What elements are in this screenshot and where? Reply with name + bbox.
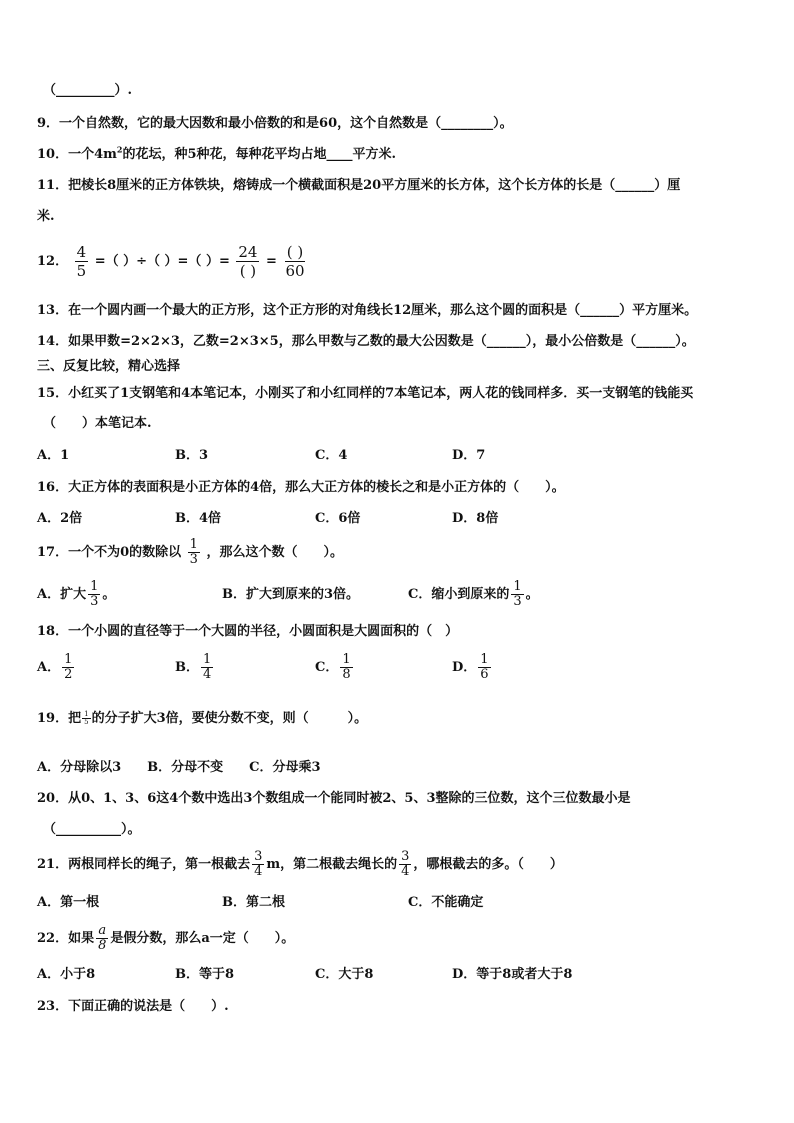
fraction-denominator: 5 xyxy=(84,718,89,726)
question-12-number: 12． xyxy=(37,254,69,269)
question-21-text-a: 21．两根同样长的绳子，第一根截去 xyxy=(37,857,251,872)
option-c: C．4 xyxy=(315,448,348,463)
option-b: B．4倍 xyxy=(175,511,222,526)
continued-blank-line: （_________）. xyxy=(43,83,133,98)
question-17-fraction xyxy=(188,538,200,567)
option-b: B．第二根 xyxy=(222,895,285,910)
question-17-text-b: ，那么这个数（ ）。 xyxy=(206,545,343,560)
option-b-fraction xyxy=(201,653,213,682)
fraction-numerator: 4 xyxy=(76,243,87,261)
question-15-continued: （ ）本笔记本. xyxy=(43,416,152,431)
question-12-equation-b: = xyxy=(266,254,277,269)
question-17 xyxy=(37,536,343,570)
option-b: B．等于8 xyxy=(175,967,235,982)
fraction-denominator: 8 xyxy=(342,667,351,682)
question-19 xyxy=(37,710,367,728)
fraction-denominator: 3 xyxy=(189,552,198,567)
fraction-numerator: a xyxy=(98,923,107,938)
fraction-numerator: 1 xyxy=(513,579,522,594)
option-d: D．8倍 xyxy=(452,511,499,526)
fraction-numerator: 3 xyxy=(401,849,410,864)
question-20: 20．从0、1、3、6这4个数中选出3个数组成一个能同时被2、5、3整除的三位数，这个三位数最小是 xyxy=(37,791,631,806)
question-11-continued: 米. xyxy=(37,209,55,224)
fraction-denominator: 4 xyxy=(254,864,263,879)
option-c: C．6倍 xyxy=(315,511,361,526)
question-20-continued: （__________）。 xyxy=(43,822,141,837)
question-21-fraction-2 xyxy=(399,850,411,879)
question-12-fraction-1 xyxy=(75,243,89,280)
question-10-superscript: 2 xyxy=(116,144,123,155)
option-b: B．扩大到原来的3倍。 xyxy=(222,587,360,602)
question-23: 23．下面正确的说法是（ ）. xyxy=(37,999,229,1014)
question-19-fraction xyxy=(82,711,90,726)
option-c-suffix: 。 xyxy=(525,587,539,602)
fraction-denominator: 4 xyxy=(401,864,410,879)
option-d xyxy=(452,651,493,685)
option-c xyxy=(315,651,355,685)
fraction-denominator: 5 xyxy=(76,262,87,280)
question-22-text-a: 22．如果 xyxy=(37,931,95,946)
option-a: A．2倍 xyxy=(37,511,83,526)
fraction-denominator: 60 xyxy=(285,262,305,280)
fraction-numerator: 1 xyxy=(84,710,89,718)
option-d-fraction xyxy=(478,653,490,682)
question-10-text-a: 10．一个4m xyxy=(37,147,117,162)
fraction-numerator: 24 xyxy=(238,243,258,261)
question-11: 11．把棱长8厘米的正方体铁块，熔铸成一个横截面积是20平方厘米的长方体，这个长方体的长是（______）厘 xyxy=(37,178,681,193)
question-9: 9．一个自然数，它的最大因数和最小倍数的和是60，这个自然数是（________）。 xyxy=(37,116,513,131)
question-16: 16．大正方体的表面积是小正方体的4倍，那么大正方体的棱长之和是小正方体的（ ）。 xyxy=(37,480,565,495)
fraction-numerator: 1 xyxy=(480,652,489,667)
fraction-numerator: 1 xyxy=(90,579,99,594)
fraction-numerator: 1 xyxy=(203,652,212,667)
option-a: A．1 xyxy=(37,448,70,463)
option-c xyxy=(408,578,539,612)
option-c: C．大于8 xyxy=(315,967,374,982)
option-a-text: A．扩大 xyxy=(37,587,87,602)
option-a xyxy=(37,651,76,685)
option-c-label: C． xyxy=(315,660,339,675)
question-19-options: A．分母除以3 B．分母不变 C．分母乘3 xyxy=(37,760,321,775)
question-21-fraction-1 xyxy=(252,850,264,879)
fraction-denominator: 2 xyxy=(64,667,73,682)
option-b xyxy=(175,651,215,685)
question-22-fraction xyxy=(96,924,108,953)
question-22-text-b: 是假分数，那么a一定（ ）。 xyxy=(110,931,295,946)
question-10-text-b: 的花坛，种5种花，每种花平均占地____平方米. xyxy=(122,147,397,162)
option-c: C．不能确定 xyxy=(408,895,484,910)
question-12 xyxy=(37,240,309,284)
option-d: D．等于8或者大于8 xyxy=(452,967,573,982)
option-c-fraction xyxy=(511,580,523,609)
option-a-fraction xyxy=(62,653,74,682)
section-heading: 三、反复比较，精心选择 xyxy=(37,359,181,374)
question-17-text-a: 17．一个不为0的数除以 xyxy=(37,545,182,560)
option-b: B．3 xyxy=(175,448,209,463)
question-14: 14．如果甲数=2×2×3，乙数=2×3×5，那么甲数与乙数的最大公因数是（______），最小公倍数是（______）。 xyxy=(37,334,695,349)
option-a xyxy=(37,578,115,612)
question-15: 15．小红买了1支钢笔和4本笔记本，小刚买了和小红同样的7本笔记本，两人花的钱同样多．买一支钢笔的钱能买 xyxy=(37,386,694,401)
question-19-text-a: 19．把 xyxy=(37,711,82,726)
option-a-label: A． xyxy=(37,660,61,675)
question-21-text-b: m，第二根截去绳长的 xyxy=(266,857,398,872)
option-a: A．第一根 xyxy=(37,895,100,910)
fraction-numerator: ( ) xyxy=(286,243,304,261)
question-18: 18．一个小圆的直径等于一个大圆的半径，小圆面积是大圆面积的（ ） xyxy=(37,624,459,639)
option-c-fraction xyxy=(340,653,352,682)
fraction-denominator: 3 xyxy=(513,594,522,609)
question-21 xyxy=(37,848,563,882)
option-b-label: B． xyxy=(175,660,199,675)
question-22 xyxy=(37,922,294,956)
option-a-fraction xyxy=(88,580,100,609)
question-12-fraction-3 xyxy=(283,243,306,280)
fraction-numerator: 3 xyxy=(254,849,263,864)
option-c-text: C．缩小到原来的 xyxy=(408,587,510,602)
option-a-suffix: 。 xyxy=(102,587,116,602)
fraction-numerator: 1 xyxy=(189,537,198,552)
option-a: A．小于8 xyxy=(37,967,96,982)
option-d-label: D． xyxy=(452,660,477,675)
question-21-text-c: ，哪根截去的多。（ ） xyxy=(413,857,563,872)
fraction-denominator: ( ) xyxy=(239,262,257,280)
fraction-numerator: 1 xyxy=(342,652,351,667)
fraction-denominator: 8 xyxy=(98,938,107,953)
fraction-denominator: 4 xyxy=(203,667,212,682)
question-10 xyxy=(37,146,396,164)
question-13: 13．在一个圆内画一个最大的正方形，这个正方形的对角线长12厘米，那么这个圆的面积是（______）平方厘米。 xyxy=(37,303,698,318)
option-d: D．7 xyxy=(452,448,486,463)
question-19-text-b: 的分子扩大3倍，要使分数不变，则（ ）。 xyxy=(91,711,368,726)
question-12-equation-a: =（ ）÷（ ）=（ ）= xyxy=(94,254,230,269)
fraction-numerator: 1 xyxy=(64,652,73,667)
fraction-denominator: 3 xyxy=(90,594,99,609)
fraction-denominator: 6 xyxy=(480,667,489,682)
question-12-fraction-2 xyxy=(236,243,259,280)
